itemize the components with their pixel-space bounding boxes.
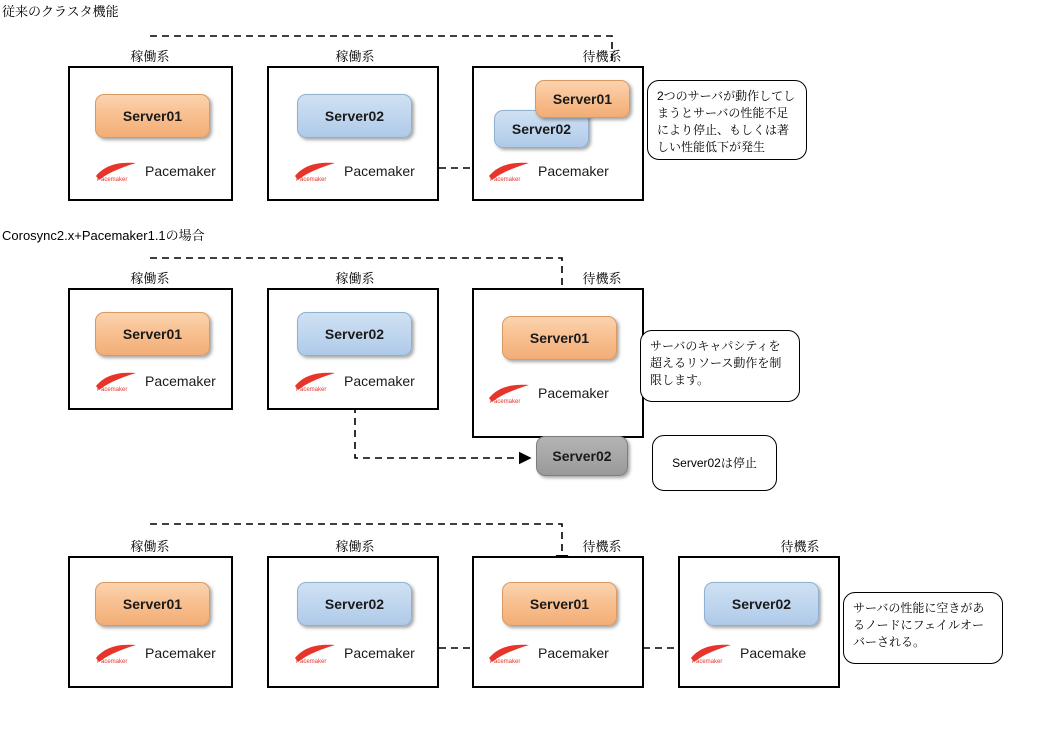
row1-node-2 (267, 66, 439, 201)
svg-text:Pacemaker: Pacemaker (296, 387, 327, 392)
server-box-server01-failover[interactable]: Server01 (502, 582, 617, 626)
svg-text:Pacemaker: Pacemaker (97, 387, 128, 392)
svg-text:Pacemaker: Pacemaker (490, 659, 521, 664)
section-title-2: Corosync2.x+Pacemaker1.1の場合 (2, 228, 205, 243)
server-box-server01-failover[interactable]: Server01 (535, 80, 630, 118)
pacemaker-logo-icon (93, 160, 139, 182)
svg-text:Pacemaker: Pacemaker (296, 177, 327, 182)
row2-node-2 (267, 288, 439, 410)
pacemaker-label: Pacemaker (344, 163, 415, 179)
server-box-server01-failover[interactable]: Server01 (502, 316, 617, 360)
server-box-server02[interactable]: Server02 (297, 312, 412, 356)
pacemaker-label: Pacemake (740, 645, 807, 661)
svg-text:Pacemaker: Pacemaker (296, 659, 327, 664)
server-box-server02[interactable]: Server02 (297, 94, 412, 138)
row3-node3-role: 待機系 (582, 539, 622, 554)
row3-node-1 (68, 556, 233, 688)
svg-text:Pacemaker: Pacemaker (97, 177, 128, 182)
pacemaker-label: Pacemaker (145, 163, 216, 179)
pacemaker-logo-icon (688, 642, 734, 664)
row2-node-3 (472, 288, 644, 438)
pacemaker-logo-icon (292, 642, 338, 664)
server-box-server02[interactable]: Server02 (297, 582, 412, 626)
pacemaker-label: Pacemaker (344, 645, 415, 661)
server-box-server01[interactable]: Server01 (95, 94, 210, 138)
row3-node2-role: 稼働系 (335, 539, 375, 554)
pacemaker-label: Pacemaker (538, 385, 609, 401)
row3-node1-role: 稼働系 (130, 539, 170, 554)
pacemaker-label: Pacemaker (344, 373, 415, 389)
row1-node3-role: 待機系 (582, 49, 622, 64)
server-box-server02-overlap[interactable]: Server02 (494, 110, 589, 148)
row2-node3-role: 待機系 (582, 271, 622, 286)
pacemaker-row (93, 160, 216, 182)
server-box-server02-failover[interactable]: Server02 (704, 582, 819, 626)
row1-node2-role: 稼働系 (335, 49, 375, 64)
pacemaker-logo-icon (292, 160, 338, 182)
row3-node-4 (678, 556, 840, 688)
row3-node-2 (267, 556, 439, 688)
callout-row1: 2つのサーバが動作してしまうとサーバの性能不足により停止、もしくは著しい性能低下が発生 (647, 80, 807, 160)
pacemaker-logo-icon (486, 642, 532, 664)
pacemaker-logo-icon (93, 370, 139, 392)
svg-text:Pacemaker: Pacemaker (490, 177, 521, 182)
pacemaker-logo-icon (486, 160, 532, 182)
pacemaker-logo-icon (292, 370, 338, 392)
row1-node1-role: 稼働系 (130, 49, 170, 64)
section-title-1: 従来のクラスタ機能 (2, 4, 119, 19)
row2-node2-role: 稼働系 (335, 271, 375, 286)
pacemaker-row (486, 382, 609, 404)
pacemaker-row (486, 642, 609, 664)
pacemaker-row (93, 642, 216, 664)
callout-row3: サーバの性能に空きがあるノードにフェイルオーバーされる。 (843, 592, 1003, 664)
pacemaker-label: Pacemaker (538, 163, 609, 179)
server-box-server01[interactable]: Server01 (95, 312, 210, 356)
row3-node4-role: 待機系 (780, 539, 820, 554)
row2-node-1 (68, 288, 233, 410)
pacemaker-label: Pacemaker (145, 645, 216, 661)
row1-node-1 (68, 66, 233, 201)
row3-node-3 (472, 556, 644, 688)
pacemaker-label: Pacemaker (538, 645, 609, 661)
pacemaker-logo-icon (486, 382, 532, 404)
server-box-server02-stopped[interactable]: Server02 (536, 436, 628, 476)
server-box-server01[interactable]: Server01 (95, 582, 210, 626)
pacemaker-row (292, 370, 415, 392)
callout-stopped: Server02は停止 (652, 435, 777, 491)
pacemaker-row (688, 642, 806, 664)
pacemaker-label: Pacemaker (145, 373, 216, 389)
pacemaker-row (292, 160, 415, 182)
row2-node1-role: 稼働系 (130, 271, 170, 286)
callout-row2: サーバのキャパシティを超えるリソース動作を制限します。 (640, 330, 800, 402)
pacemaker-row (93, 370, 216, 392)
svg-text:Pacemaker: Pacemaker (490, 399, 521, 404)
pacemaker-logo-icon (93, 642, 139, 664)
pacemaker-row (486, 160, 609, 182)
svg-text:Pacemaker: Pacemaker (97, 659, 128, 664)
svg-text:Pacemaker: Pacemaker (692, 659, 723, 664)
pacemaker-row (292, 642, 415, 664)
